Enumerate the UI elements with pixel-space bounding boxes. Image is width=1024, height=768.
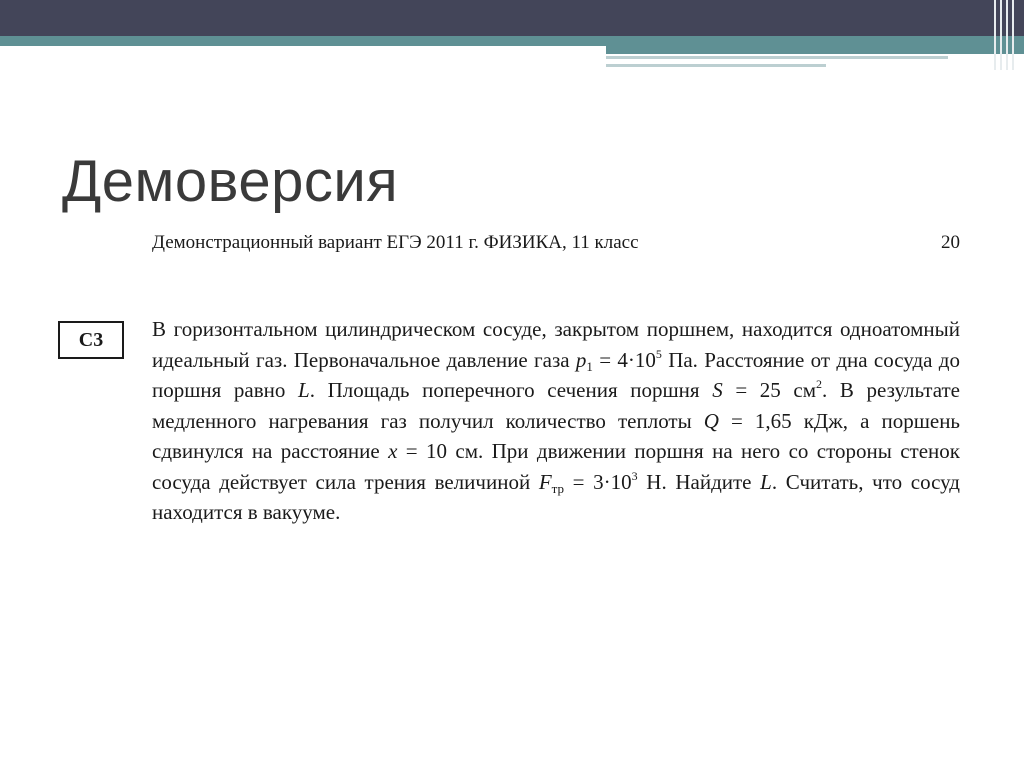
decor-rule xyxy=(606,56,948,59)
var-p: p xyxy=(575,347,587,372)
var-x: x xyxy=(388,439,398,463)
slide-title: Демоверсия xyxy=(62,149,399,214)
var-L: L xyxy=(760,469,772,494)
document-header-title: Демонстрационный вариант ЕГЭ 2011 г. ФИЗИКА, 11 класс xyxy=(152,232,639,253)
teal-band xyxy=(0,36,1024,46)
task-label: С3 xyxy=(78,328,104,351)
corner-decoration xyxy=(990,0,1024,70)
var-F: F xyxy=(538,469,552,494)
var-Q: Q xyxy=(703,408,719,433)
teal-step xyxy=(606,46,1024,54)
problem-text: В горизонтальном цилиндрическом сосуде, закрытом поршнем, находится одноатомный идеальный газ. Первоначальное давление газа $p_1 = 4\cdot 10^5$ Па. Расстояние от дна сосуда до поршня равно L. Площадь поперечного сечения поршня S = 25 $см^2$. В результате медленного нагревания газ получил количество теплоты Q = 1,65 кДж, а поршень сдвинулся на расстояние x = 10 см. При движении поршня на него со стороны стенок сосуда действует сила трения величиной $F_{тр} = 3\cdot 10^3$ Н. Найдите L. Считать, что сосуд находится в вакууме. xyxy=(152,317,961,524)
var-L: L xyxy=(298,378,310,402)
document-header xyxy=(152,232,960,254)
var-S: S xyxy=(712,378,723,402)
top-banner xyxy=(0,0,1024,36)
task-label-box xyxy=(58,321,124,359)
decor-rule xyxy=(606,64,826,67)
page-number: 20 xyxy=(941,232,960,253)
